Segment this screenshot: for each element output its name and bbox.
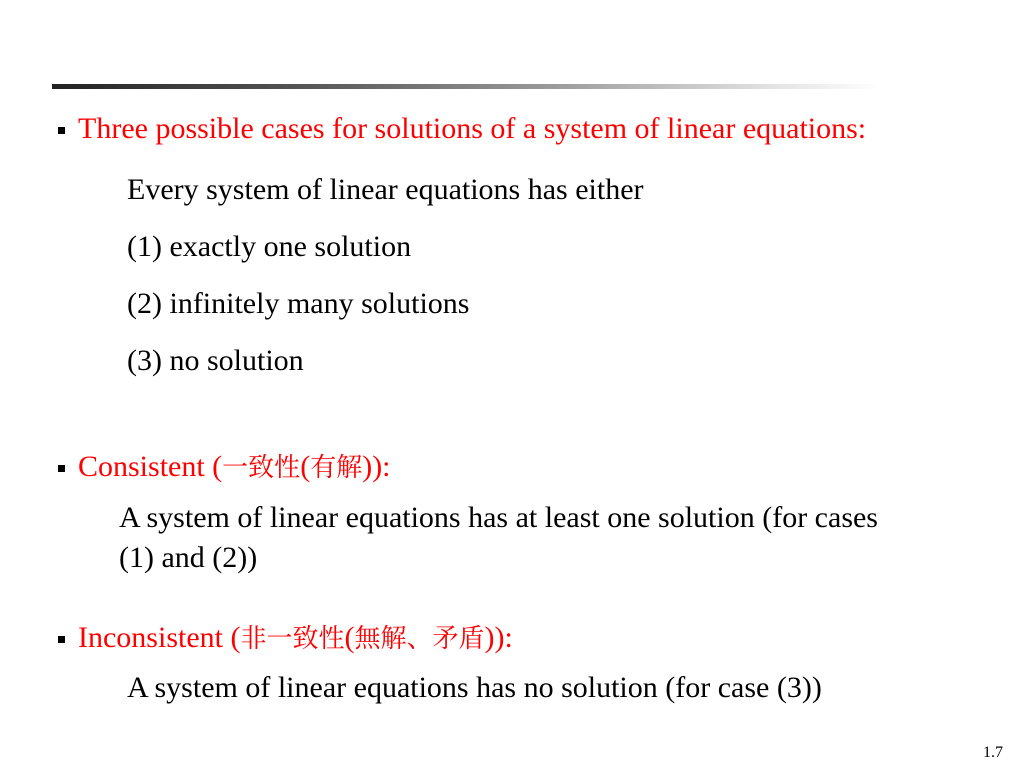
case-item-infinite-solutions: (2) infinitely many solutions bbox=[127, 287, 470, 320]
square-bullet-icon bbox=[58, 636, 65, 643]
title-divider bbox=[52, 84, 882, 89]
inconsistent-heading-close: )): bbox=[484, 621, 513, 654]
consistent-heading-paren: ( bbox=[300, 450, 311, 483]
section-heading-consistent bbox=[78, 449, 391, 486]
inconsistent-heading-en: Inconsistent ( bbox=[78, 621, 241, 654]
consistent-heading-en: Consistent ( bbox=[78, 450, 223, 483]
consistent-description: A system of linear equations has at least one solution (for cases (1) and (2)) bbox=[119, 501, 878, 574]
square-bullet-icon bbox=[58, 465, 65, 472]
consistent-heading-close: )): bbox=[362, 450, 391, 483]
section-heading-inconsistent bbox=[78, 620, 513, 657]
inconsistent-heading-zh-sub: 無解、矛盾 bbox=[354, 624, 485, 654]
inconsistent-heading-paren: ( bbox=[344, 621, 355, 654]
case-item-one-solution: (1) exactly one solution bbox=[127, 230, 412, 263]
consistent-heading-zh: 一致性 bbox=[222, 453, 301, 483]
consistent-heading-zh-sub: 有解 bbox=[310, 453, 363, 483]
inconsistent-heading-zh: 非一致性 bbox=[240, 624, 345, 654]
square-bullet-icon bbox=[58, 127, 65, 134]
inconsistent-description: A system of linear equations has no solution (for case (3)) bbox=[127, 671, 822, 704]
section-heading-solution-cases: Three possible cases for solutions of a system of linear equations: bbox=[78, 112, 867, 145]
solution-cases-intro: Every system of linear equations has either bbox=[127, 173, 644, 206]
page-number: 1.7 bbox=[983, 744, 1003, 761]
case-item-no-solution: (3) no solution bbox=[127, 344, 304, 377]
